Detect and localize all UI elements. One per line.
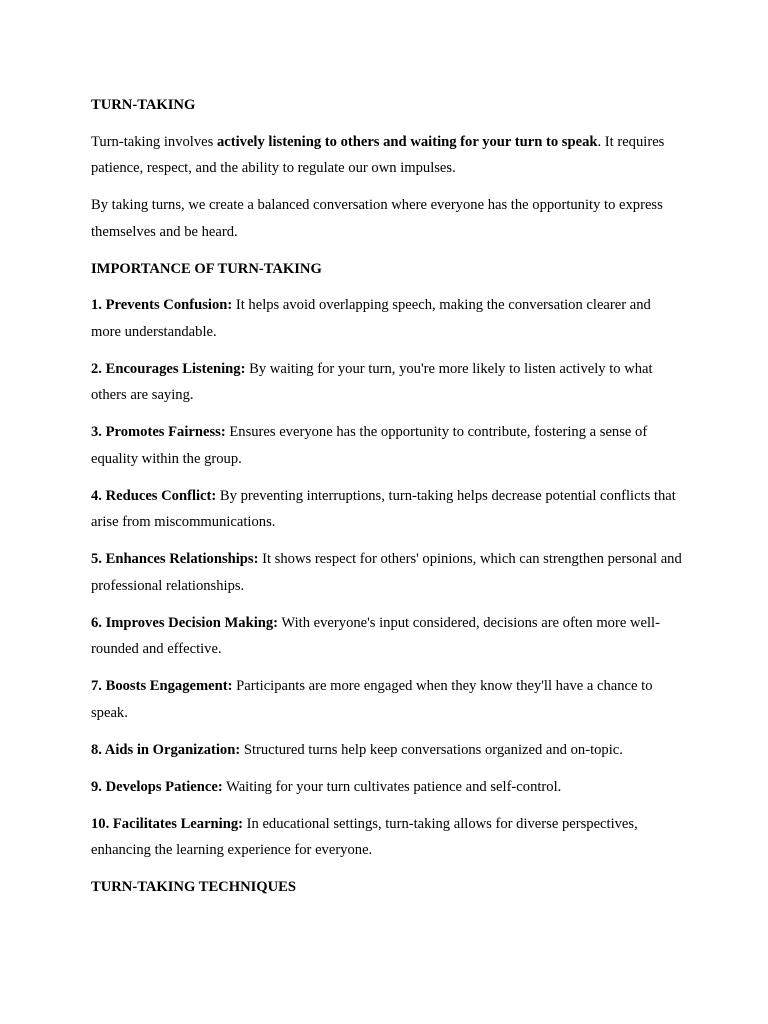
section-heading-techniques: TURN-TAKING TECHNIQUES xyxy=(91,879,297,895)
list-item xyxy=(91,610,683,663)
list-item-title: 7. Boosts Engagement: xyxy=(91,678,233,694)
list-item-text: Waiting for your turn cultivates patience and self-control. xyxy=(222,778,562,795)
section-heading-turn-taking: TURN-TAKING xyxy=(91,97,196,113)
list-item xyxy=(91,356,683,409)
list-item-title: 6. Improves Decision Making: xyxy=(91,614,279,631)
list-item-title: 5. Enhances Relationships: xyxy=(91,551,259,567)
intro-text-end: . It requires patience, respect, and the ability to regulate our own impulses. xyxy=(91,133,665,176)
intro-bold-phrase: actively listening to others and waiting for your turn to speak xyxy=(216,133,598,150)
list-item-title: 9. Develops Patience: xyxy=(91,778,223,795)
list-item-title: 10. Facilitates Learning: xyxy=(91,815,243,832)
list-item-text: It shows respect for others' opinions, which can strengthen personal and professional relationships. xyxy=(91,551,682,594)
list-item xyxy=(91,774,683,801)
list-item-text: Ensures everyone has the opportunity to contribute, fostering a sense of equality within the group. xyxy=(91,424,648,467)
list-item-title: 2. Encourages Listening: xyxy=(91,360,246,377)
list-item-title: 1. Prevents Confusion: xyxy=(91,297,233,313)
list-item xyxy=(91,419,683,472)
balanced-conversation-paragraph: By taking turns, we create a balanced conversation where everyone has the opportunity to express themselves and be heard. xyxy=(91,197,663,240)
list-item-title: 4. Reduces Conflict: xyxy=(91,487,217,504)
list-item xyxy=(91,811,683,864)
list-item xyxy=(91,546,683,599)
list-item-title: 8. Aids in Organization: xyxy=(91,741,241,758)
list-item-text: Participants are more engaged when they know they'll have a chance to speak. xyxy=(91,678,653,721)
list-item-text: Structured turns help keep conversations organized and on-topic. xyxy=(240,741,623,758)
document-page xyxy=(91,92,683,911)
section-heading-importance: IMPORTANCE OF TURN-TAKING xyxy=(91,260,322,277)
list-item xyxy=(91,673,683,726)
list-item xyxy=(91,483,683,536)
list-item xyxy=(91,737,683,764)
list-item-text: In educational settings, turn-taking allows for diverse perspectives, enhancing the learning experience for everyone. xyxy=(91,815,638,858)
intro-paragraph xyxy=(91,129,683,182)
list-item-text: It helps avoid overlapping speech, making the conversation clearer and more understandable. xyxy=(91,297,651,340)
list-item-title: 3. Promotes Fairness: xyxy=(91,424,226,440)
list-item-text: By preventing interruptions, turn-taking helps decrease potential conflicts that arise from miscommunications. xyxy=(91,487,676,530)
intro-text-start: Turn-taking involves xyxy=(91,133,217,150)
list-item-text: By waiting for your turn, you're more likely to listen actively to what others are saying. xyxy=(91,360,653,403)
list-item-text: With everyone's input considered, decisions are often more well-rounded and effective. xyxy=(91,614,660,657)
list-item xyxy=(91,292,683,345)
